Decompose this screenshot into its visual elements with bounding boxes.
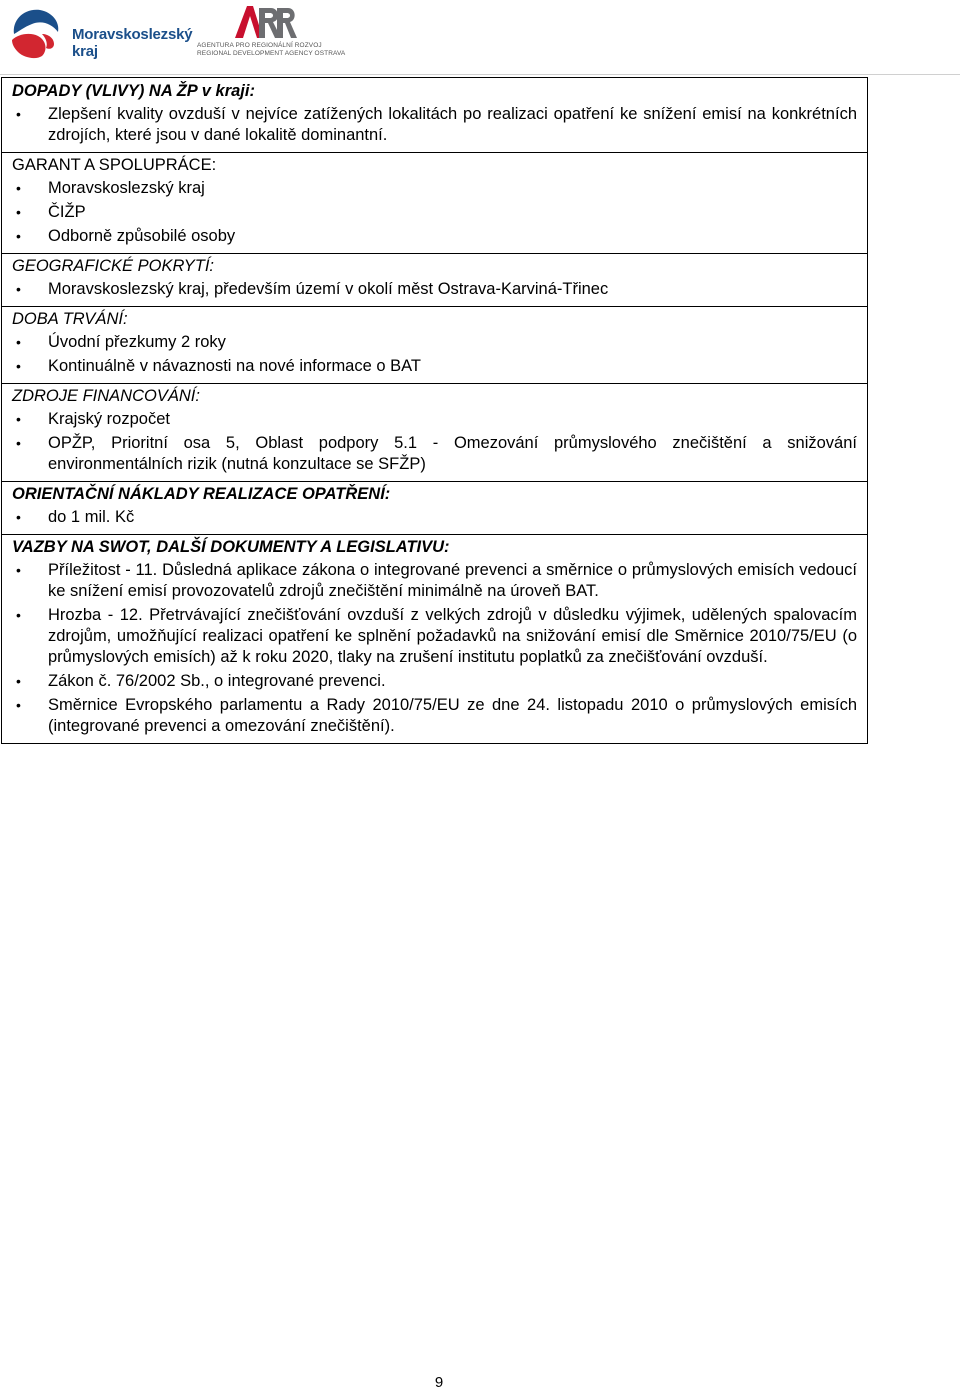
list-item: [12, 356, 857, 377]
list-item: [12, 507, 857, 528]
section-orientacni-naklady-realizace-opatreni: [2, 481, 867, 534]
bullet-icon: •: [16, 697, 21, 713]
arr-subtitle: [197, 42, 345, 58]
section-title: GARANT A SPOLUPRÁCE:: [12, 156, 217, 174]
bullet-icon: •: [16, 562, 21, 578]
bullet-list: [12, 104, 857, 146]
list-item: [12, 202, 857, 223]
section-dopady-vlivy-na-zp-v-kraji: [2, 78, 867, 152]
bullet-icon: •: [16, 204, 21, 220]
list-item-text: ČIŽP: [48, 203, 86, 221]
bullet-icon: •: [16, 228, 21, 244]
section-zdroje-financovani: [2, 383, 867, 481]
measure-table: [1, 77, 868, 744]
header-divider: [0, 74, 960, 75]
list-item-text: Příležitost - 11. Důsledná aplikace zákona o integrované prevenci a směrnice o průmyslových emisích vedoucí ke snížení emisí provozovatelů zdrojů znečištění minimálně na úroveň BAT.: [48, 561, 857, 600]
bullet-icon: •: [16, 106, 21, 122]
section-title: ORIENTAČNÍ NÁKLADY REALIZACE OPATŘENÍ:: [12, 485, 391, 503]
bullet-icon: •: [16, 607, 21, 623]
list-item: [12, 560, 857, 602]
arr-subtitle-line2: REGIONAL DEVELOPMENT AGENCY OSTRAVA: [197, 50, 346, 57]
msk-emblem-icon: [8, 4, 68, 60]
arr-logo: [195, 4, 346, 62]
arr-subtitle-line1: AGENTURA PRO REGIONÁLNÍ ROZVOJ: [197, 42, 322, 49]
bullet-list: [12, 332, 857, 377]
bullet-icon: •: [16, 509, 21, 525]
list-item-text: Zlepšení kvality ovzduší v nejvíce zatížených lokalitách po realizaci opatření ke snížení emisí na konkrétních zdrojích, které jsou v dané lokalitě dominantní.: [48, 105, 857, 144]
bullet-icon: •: [16, 358, 21, 374]
list-item: [12, 104, 857, 146]
bullet-list: [12, 178, 857, 247]
bullet-list: [12, 560, 857, 737]
section-title: GEOGRAFICKÉ POKRYTÍ:: [12, 257, 215, 275]
section-title: VAZBY NA SWOT, DALŠÍ DOKUMENTY A LEGISLATIVU:: [12, 538, 450, 556]
list-item-text: Odborně způsobilé osoby: [48, 227, 236, 245]
list-item-text: OPŽP, Prioritní osa 5, Oblast podpory 5.1 - Omezování průmyslového znečištění a snižování environmentálních rizik (nutná konzultace se SFŽP): [48, 434, 857, 473]
list-item-text: Zákon č. 76/2002 Sb., o integrované prevenci.: [48, 672, 386, 690]
section-title: DOPADY (VLIVY) NA ŽP v kraji:: [12, 82, 255, 100]
list-item: [12, 409, 857, 430]
list-item-text: Hrozba - 12. Přetrvávající znečišťování ovzduší z velkých zdrojů v důsledku výjimek, udělených spalovacím zdrojům, umožňující realizaci opatření ke splnění požadavků na snižování emisí dle Směrnice 2010/75/EU (o průmyslových emisích) až k roku 2020, tlaky na zrušení institutu poplatků za znečišťování ovzduší.: [48, 606, 857, 666]
list-item: [12, 695, 857, 737]
list-item-text: Krajský rozpočet: [48, 410, 170, 428]
bullet-icon: •: [16, 334, 21, 350]
list-item: [12, 332, 857, 353]
section-title: DOBA TRVÁNÍ:: [12, 310, 128, 328]
bullet-icon: •: [16, 281, 21, 297]
section-garant-a-spoluprace: [2, 152, 867, 253]
bullet-list: [12, 507, 857, 528]
msk-logo-line1: Moravskoslezský: [72, 26, 193, 43]
list-item: [12, 605, 857, 668]
bullet-icon: •: [16, 180, 21, 196]
section-vazby-na-swot-dalsi-dokumenty-a-legislativu: [2, 534, 867, 743]
section-doba-trvani: [2, 306, 867, 383]
bullet-list: [12, 279, 857, 300]
msk-logo-line2: kraj: [72, 43, 98, 60]
list-item-text: Úvodní přezkumy 2 roky: [48, 333, 226, 351]
bullet-icon: •: [16, 411, 21, 427]
msk-logo-text: [72, 26, 192, 60]
list-item: [12, 671, 857, 692]
page-number: 9: [434, 1374, 444, 1391]
list-item-text: Kontinuálně v návaznosti na nové informace o BAT: [48, 357, 421, 375]
page-header: [0, 0, 960, 76]
bullet-icon: •: [16, 673, 21, 689]
list-item: [12, 178, 857, 199]
list-item-text: Moravskoslezský kraj: [48, 179, 205, 197]
bullet-icon: •: [16, 435, 21, 451]
list-item: [12, 279, 857, 300]
bullet-list: [12, 409, 857, 475]
list-item-text: Směrnice Evropského parlamentu a Rady 2010/75/EU ze dne 24. listopadu 2010 o průmyslových emisích (integrované prevenci a omezování znečištění).: [48, 696, 857, 735]
moravskoslezsky-kraj-logo: [8, 4, 193, 60]
arr-mark-icon: [233, 4, 297, 40]
list-item-text: Moravskoslezský kraj, především území v okolí měst Ostrava-Karviná-Třinec: [48, 280, 609, 298]
list-item: [12, 433, 857, 475]
list-item-text: do 1 mil. Kč: [48, 508, 135, 526]
list-item: [12, 226, 857, 247]
section-title: ZDROJE FINANCOVÁNÍ:: [12, 387, 200, 405]
section-geograficke-pokryti: [2, 253, 867, 306]
